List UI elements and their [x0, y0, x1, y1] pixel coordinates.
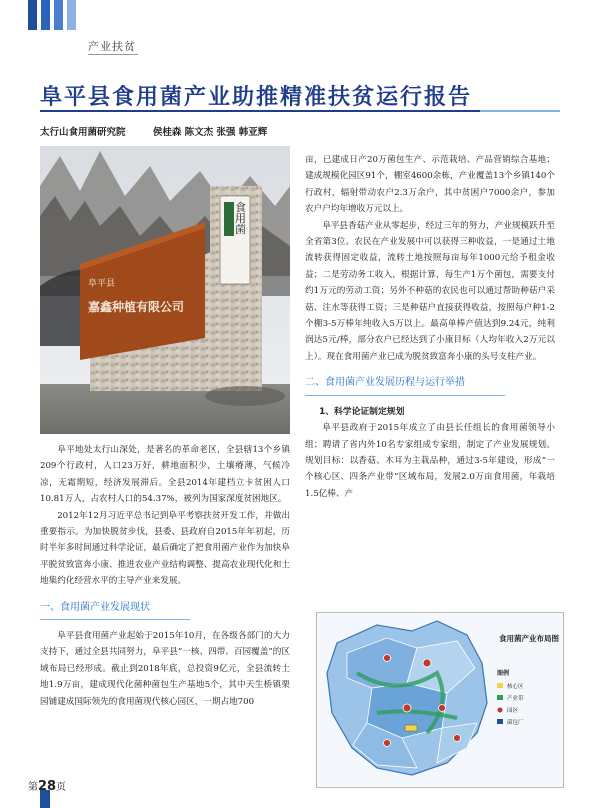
heading-text: 二、食用菌产业发展历程与运行举措 — [305, 377, 465, 389]
paragraph: 阜平县政府于2015年成立了由县长任组长的食用菌领导小组；聘请了省内外10名专家组成专家组，制定了产业发展规划。规划目标：以香菇、木耳为主栽品种，通过3-5年建设，形成“一个核心区、四条产业带”区域布局，发展2.0万亩食用菌，年栽培1.5亿棒、产 — [305, 423, 555, 499]
paragraph: 阜平县香菇产业从零起步，经过三年的努力，产业规模跃升至全省第3位。农民在产业发展中可以获得三种收益，一是通过土地流转获得固定收益，流转土地按照每亩每年1000元给予租金收益；二是劳动务工收入，根据计算，每生产1万个菌包，需要支付约1万元的劳动工资；另外不种菇的农民也可以通过帮助种菇户采菇、注水等获得工资；三是种菇户直接获得收益，按照每户种1-2个棚3-5万棒年纯收入5万以上。最高单棒产值达到9.24元，纯利润达5元/棒，部分农户已经达到了小康目标（人均年收入2万元以上）。现在食用菌产业已成为脱贫致富奔小康的头号支柱产业。 — [305, 220, 555, 362]
legend-item: 菌包厂 — [507, 720, 524, 726]
column-left — [40, 442, 290, 710]
paragraph: 阜平地处太行山深处，是著名的革命老区，全县辖13个乡镇209个行政村，人口23万好，耕地面积少，土壤瘠薄，气候冷凉，无霜期短，经济发展滞后。全县2014年建档立卡贫困人口10.81万人，占农村人口的54.37%，被列为国家深度贫困地区。 — [40, 445, 290, 505]
top-bar — [0, 0, 595, 30]
sub-heading: 1、科学论证制定规划 — [319, 406, 405, 417]
author-names: 侯桂森 陈文杰 张强 韩亚辉 — [152, 127, 268, 138]
green-badge — [224, 202, 234, 236]
title-rule-accent — [480, 110, 560, 112]
page-suffix: 页 — [56, 782, 67, 793]
article-title: 阜平县食用菌产业助推精准扶贫运行报告 — [40, 85, 473, 110]
section-heading — [40, 600, 290, 620]
article-photo — [40, 146, 290, 434]
legend-heading: 图例 — [497, 670, 510, 677]
column-right — [305, 152, 555, 502]
photo-illustration — [40, 146, 290, 434]
section-rule — [88, 54, 138, 55]
heading-rule — [40, 619, 190, 620]
legend-swatch — [497, 719, 503, 724]
legend-item: 园区 — [507, 708, 519, 714]
paragraph: 阜平县食用菌产业起始于2015年10月，在各级各部门的大力支持下，通过全县共同努力，阜平县“一核、四带、百园覆盖”的区域布局已经形成。截止到2018年底，总投资9亿元，全县流转土地1.9万亩，建成现代化菌种菌包生产基地5个，其中天生桥镇栗园铺建成国际领先的食用菌现代核心园区，一期占地700 — [40, 631, 290, 707]
sign-main-text: 嘉鑫种植有限公司 — [88, 300, 185, 314]
header-stripes — [28, 0, 78, 30]
legend-item: 产业带 — [507, 696, 524, 702]
institution: 太行山食用菌研究院 — [40, 127, 126, 138]
layout-map — [316, 612, 564, 788]
title-rule — [40, 110, 480, 112]
vertical-sign-text: 食用菌 — [233, 201, 247, 235]
page-prefix: 第 — [28, 782, 38, 793]
map-figure — [317, 613, 563, 787]
paragraph: 2012年12月习近平总书记到阜平考察扶贫开发工作，并做出重要指示。为加快脱贫步伐，县委、县政府自2015年年初起，历时半年多时间通过科学论证，最后确定了把食用菌产业作为加快阜平脱贫致富奔小康、推进农业产业结构调整、提高农业现代化和土地集约化经营水平的主导产业来发展。 — [40, 510, 290, 587]
sign-top-text: 阜平县 — [88, 279, 116, 289]
section-heading — [305, 375, 555, 395]
paragraph: 亩，已建成日产20万菌包生产、示范栽培、产品营销综合基地；建成规模化园区91个，棚室4600余栋，产业覆盖13个乡镇140个行政村，辐射带动农户2.3万余户，其中贫困户7000余户，参加农户户均年增收万元以上。 — [305, 155, 555, 215]
legend-swatch — [497, 695, 503, 700]
page-number — [28, 778, 66, 794]
section-label: 产业扶贫 — [88, 40, 136, 53]
map-title: 食用菌产业布局图 — [499, 634, 559, 643]
legend-item: 核心区 — [507, 684, 524, 690]
core-zone-marker — [405, 725, 417, 731]
page-num: 28 — [38, 779, 57, 794]
legend-swatch — [498, 708, 503, 713]
heading-rule — [305, 395, 505, 396]
legend-swatch — [497, 683, 503, 688]
heading-text: 一、食用菌产业发展现状 — [40, 601, 150, 613]
byline — [40, 124, 273, 138]
